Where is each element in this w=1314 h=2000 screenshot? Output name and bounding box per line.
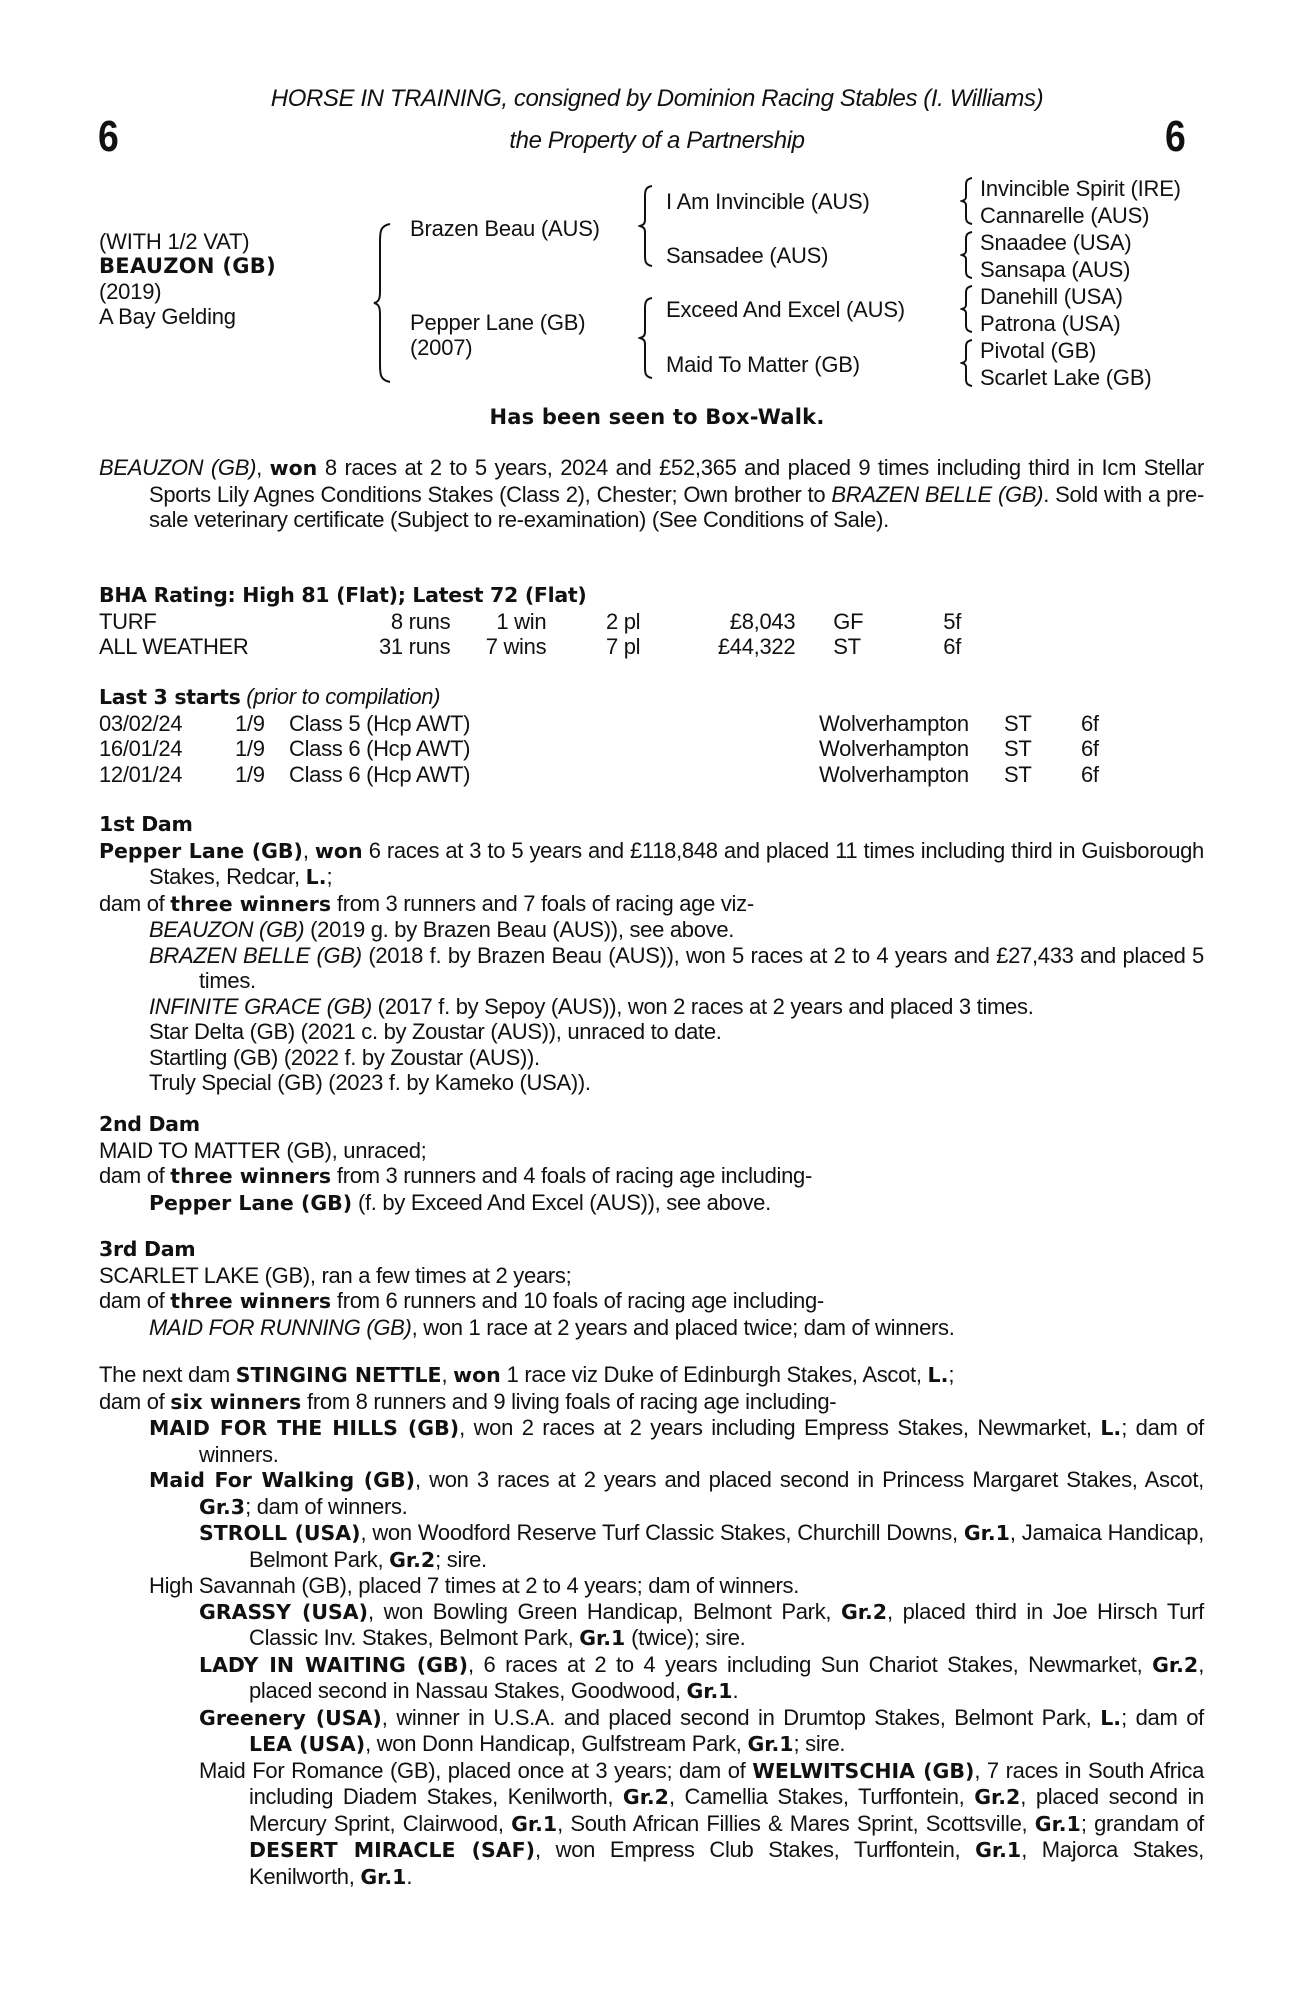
bold-text: Gr.2 [389, 1547, 436, 1572]
pedigree-brace-dam [638, 296, 654, 380]
bold-text: Greenery (USA) [199, 1705, 382, 1730]
rating-placed: 2 pl [606, 608, 641, 634]
foal-entry [99, 994, 1204, 1020]
produce-post: from 3 runners and 7 foals of racing age viz- [331, 890, 754, 916]
pedigree-brace-gen3-4 [960, 338, 974, 388]
first-dam-produce [99, 891, 1204, 918]
rating-surface: TURF [99, 608, 157, 634]
start-position: 1/9 [235, 710, 265, 736]
pedigree-brace-main [372, 222, 394, 384]
foal-entry [99, 1045, 1204, 1071]
entry-text: , won Empress Club Stakes, Turffontein, [535, 1837, 976, 1862]
foal-name: Pepper Lane (GB) [149, 1190, 353, 1215]
bold-text: LEA (USA) [249, 1732, 366, 1756]
foal-text: (2018 f. by Brazen Beau (AUS)), won 5 races at 2 to 4 years and £27,433 and placed 5 times. [199, 942, 1204, 993]
entry-text: , South African Fillies & Mares Sprint, Scottsville, [557, 1810, 1035, 1836]
foal-entry [99, 1019, 1204, 1045]
rating-section [99, 583, 1204, 660]
bold-text: DESERT MIRACLE (SAF) [249, 1838, 536, 1862]
produce-entry [99, 1415, 1204, 1467]
second-dam-foal [99, 1190, 1204, 1217]
entry-text: , winner in U.S.A. and placed second in Drumtop Stakes, Belmont Park, [381, 1704, 1101, 1730]
listed-badge: L. [927, 1363, 949, 1387]
bold-text: Gr.1 [511, 1811, 558, 1836]
entry-text: ; sire. [793, 1731, 846, 1756]
bold-text: Gr.1 [747, 1732, 794, 1756]
entry-text: , won Woodford Reserve Turf Classic Stakes, Churchill Downs, [360, 1520, 964, 1545]
produce-post: from 3 runners and 4 foals of racing age including- [331, 1163, 813, 1188]
bold-text: L. [1100, 1416, 1122, 1440]
foal-text: (2019 g. by Brazen Beau (AUS)), see above. [304, 917, 735, 942]
start-race: Class 6 (Hcp AWT) [289, 761, 471, 787]
entry-text: ; grandam of [1080, 1810, 1204, 1836]
bold-text: Gr.2 [1152, 1652, 1199, 1677]
bold-text: Gr.1 [963, 1521, 1010, 1545]
entry-text: ; dam of winners. [199, 1415, 1204, 1467]
produce-post: from 8 runners and 9 living foals of racing age including- [301, 1388, 837, 1414]
start-date: 16/01/24 [99, 736, 183, 761]
start-position: 1/9 [235, 736, 265, 761]
second-dam-title: 2nd Dam [99, 1112, 200, 1136]
start-row [99, 711, 1099, 737]
produce-winners: three winners [170, 891, 332, 916]
rating-row [99, 609, 983, 635]
next-dam-section [99, 1362, 1204, 1890]
third-dam-produce [99, 1288, 1204, 1315]
start-dist: 6f [1081, 761, 1099, 787]
rating-placed: 7 pl [606, 634, 641, 659]
rating-table [99, 609, 983, 660]
next-dam-end: ; [948, 1362, 955, 1387]
last-starts-section [99, 684, 1204, 787]
foal-name: MAID FOR RUNNING (GB) [149, 1314, 412, 1340]
separator: , [441, 1362, 454, 1387]
bold-text: STROLL (USA) [199, 1521, 361, 1545]
summary-text-1: 8 races at 2 to 5 years, 2024 and £52,365 and placed 9 times including third in Icm Stellar Sports Lily Agnes Conditions Stakes (Class 2), Chester; Own brother to [149, 455, 1205, 507]
produce-post: from 6 runners and 10 foals of racing age including- [331, 1288, 824, 1313]
entry-text: , won 3 races at 2 years and placed second in Princess Margaret Stakes, Ascot, [415, 1467, 1204, 1492]
produce-pre: dam of [99, 1288, 171, 1313]
pedigree-gen4-item: Snaadee (USA) [980, 230, 1132, 255]
consignor-line: HORSE IN TRAINING, consigned by Dominion Racing Stables (I. Williams) [270, 85, 1044, 112]
entry-text: , won 2 races at 2 years including Empress Stakes, Newmarket, [459, 1415, 1101, 1440]
horse-description: A Bay Gelding [99, 304, 236, 329]
start-position: 1/9 [235, 761, 265, 787]
produce-winners: three winners [170, 1289, 332, 1313]
pedigree-brace-gen3-1 [960, 176, 974, 226]
rating-going: GF [833, 608, 864, 634]
vat-note: (WITH 1/2 VAT) [99, 229, 250, 254]
foal-name: Star Delta (GB) [149, 1019, 295, 1044]
entry-text: , 7 races in South Africa including Diadem Stakes, Kenilworth, [249, 1757, 1205, 1809]
produce-pre: dam of [99, 1163, 171, 1188]
pedigree-brace-gen3-3 [960, 284, 974, 334]
pedigree-brace-sire [638, 184, 654, 268]
produce-entry [99, 1758, 1204, 1891]
start-date: 12/01/24 [99, 761, 183, 787]
entry-text: , 6 races at 2 to 4 years including Sun Chariot Stakes, Newmarket, [468, 1651, 1153, 1677]
start-dist: 6f [1081, 736, 1099, 761]
third-dam-title: 3rd Dam [99, 1237, 196, 1261]
start-course: Wolverhampton [819, 736, 969, 761]
pedigree-dam-year: (2007) [410, 335, 473, 360]
produce-entry [99, 1652, 1204, 1705]
first-dam-title: 1st Dam [99, 812, 193, 836]
entry-text: , won Bowling Green Handicap, Belmont Park, [368, 1598, 841, 1624]
pedigree-dam [410, 310, 585, 360]
entry-text: ; dam of [1121, 1704, 1204, 1730]
summary-sibling: BRAZEN BELLE (GB) [831, 481, 1044, 507]
rating-dist: 6f [943, 634, 962, 659]
last-starts-table [99, 711, 1099, 788]
box-walk-note: Has been seen to Box-Walk. [489, 405, 825, 429]
entry-text: ; sire. [435, 1546, 487, 1572]
start-course: Wolverhampton [819, 761, 969, 787]
rating-prize: £8,043 [729, 608, 796, 634]
produce-entry [99, 1467, 1204, 1520]
third-dam-section [99, 1237, 1204, 1340]
foal-entry [99, 917, 1204, 943]
foal-text: , won 1 race at 2 years and placed twice; dam of winners. [411, 1314, 955, 1340]
pedigree-sire-sire: I Am Invincible (AUS) [666, 189, 870, 214]
bold-text: Gr.1 [1034, 1811, 1081, 1836]
horse-summary: BEAUZON (GB), won 8 races at 2 to 5 years, 2024 and £52,365 and placed 9 times including third in Icm Stellar Sports Lily Agnes Conditions Stakes (Class 2), Chester; Own brother to BRAZEN BELLE (GB). Sold with a pre-sale veterinary certificate (Subject to re-examination) (See Conditions of Sale). [99, 455, 1205, 532]
third-dam-foal [99, 1315, 1204, 1341]
rating-runs: 31 runs [379, 634, 451, 659]
start-course: Wolverhampton [819, 710, 969, 736]
rating-wins: 1 win [496, 608, 547, 634]
lot-number-right: 6 [1165, 112, 1186, 161]
pedigree-sire: Brazen Beau (AUS) [410, 216, 600, 241]
bold-text: WELWITSCHIA (GB) [752, 1758, 975, 1783]
entry-text: , Jamaica Handicap, Belmont Park, [249, 1520, 1204, 1572]
start-row [99, 762, 1099, 788]
produce-pre: dam of [99, 1388, 171, 1414]
listed-badge: L. [305, 865, 327, 889]
next-dam-won: won [453, 1363, 501, 1387]
produce-winners: six winners [170, 1389, 302, 1414]
entry-text: , Majorca Stakes, Kenilworth, [249, 1837, 1204, 1889]
pedigree-gen4-item: Patrona (USA) [980, 311, 1121, 336]
entry-text: Maid For Romance (GB), placed once at 3 years; dam of [199, 1757, 753, 1783]
produce-entry [99, 1599, 1204, 1652]
bold-text: LADY IN WAITING (GB) [199, 1652, 468, 1677]
third-dam-record: SCARLET LAKE (GB), ran a few times at 2 years; [99, 1262, 572, 1288]
bold-text: L. [1100, 1705, 1122, 1730]
entry-text: High Savannah (GB), placed 7 times at 2 to 4 years; dam of winners. [149, 1573, 800, 1598]
entry-text: , Camellia Stakes, Turffontein, [668, 1784, 975, 1809]
bold-text: Gr.3 [199, 1494, 246, 1519]
start-date: 03/02/24 [99, 710, 183, 736]
foal-name: BEAUZON (GB) [149, 917, 305, 942]
summary-won: won [269, 456, 318, 480]
foal-text: (2022 f. by Zoustar (AUS)). [278, 1044, 540, 1070]
rating-wins: 7 wins [485, 634, 547, 659]
summary-horse-name: BEAUZON (GB) [99, 455, 257, 480]
first-dam-won: won [314, 838, 363, 863]
pedigree-dam-sire: Exceed And Excel (AUS) [666, 297, 905, 322]
foal-text: (2023 f. by Kameko (USA)). [322, 1070, 591, 1095]
property-line: the Property of a Partnership [509, 127, 805, 154]
pedigree-gen4 [980, 175, 1181, 391]
bold-text: Maid For Walking (GB) [149, 1468, 415, 1492]
start-race: Class 6 (Hcp AWT) [289, 736, 471, 761]
first-dam-record: Pepper Lane (GB), won 6 races at 3 to 5 years and £118,848 and placed 11 times including third in Guisborough Stakes, Redcar, L.; [99, 837, 1204, 889]
start-going: ST [1004, 710, 1032, 736]
rating-title: BHA Rating: High 81 (Flat); Latest 72 (Flat) [99, 583, 587, 607]
produce-entry [99, 1573, 1204, 1599]
rating-surface: ALL WEATHER [99, 634, 249, 659]
pedigree-sire-dam: Sansadee (AUS) [666, 243, 829, 268]
summary-text-2: . Sold with a pre-sale veterinary certificate (Subject to re-examination) (See Conditions of Sale). [149, 481, 1204, 532]
lot-number-left: 6 [98, 112, 119, 161]
foal-entry [99, 943, 1204, 994]
first-dam-name: Pepper Lane (GB) [99, 838, 303, 863]
second-dam-produce [99, 1163, 1204, 1190]
entry-text: . [732, 1678, 739, 1703]
pedigree-gen4-item: Cannarelle (AUS) [980, 203, 1150, 228]
second-dam-record: MAID TO MATTER (GB), unraced; [99, 1137, 427, 1163]
pedigree-gen4-item: Invincible Spirit (IRE) [980, 176, 1181, 201]
second-dam-section [99, 1112, 1204, 1216]
entry-text: (twice); sire. [625, 1625, 746, 1650]
pedigree-gen4-item: Danehill (USA) [980, 284, 1123, 309]
pedigree-dam-dam: Maid To Matter (GB) [666, 352, 860, 377]
next-dam-name: STINGING NETTLE [235, 1363, 442, 1387]
start-going: ST [1004, 736, 1032, 761]
produce-entry [99, 1705, 1204, 1758]
bold-text: GRASSY (USA) [199, 1599, 369, 1624]
entry-text: , placed second in Mercury Sprint, Clairwood, [249, 1784, 1204, 1836]
rating-dist: 5f [943, 608, 962, 634]
bold-text: Gr.1 [579, 1626, 626, 1650]
bold-text: Gr.2 [974, 1785, 1021, 1809]
pedigree-gen4-item: Pivotal (GB) [980, 338, 1097, 363]
last-starts-subtitle: (prior to compilation) [246, 684, 441, 709]
next-dam-text: 1 race viz Duke of Edinburgh Stakes, Ascot, [500, 1362, 928, 1387]
start-dist: 6f [1081, 710, 1099, 736]
rating-prize: £44,322 [717, 634, 796, 659]
first-dam-text: 6 races at 3 to 5 years and £118,848 and placed 11 times including third in Guisborough Stakes, Redcar, [149, 837, 1204, 889]
bold-text: Gr.1 [975, 1838, 1022, 1862]
bold-text: Gr.2 [840, 1599, 888, 1624]
foal-name: BRAZEN BELLE (GB) [149, 942, 362, 968]
pedigree-gen4-item: Sansapa (AUS) [980, 257, 1131, 282]
first-dam-text-end: ; [326, 864, 333, 889]
entry-text: ; dam of winners. [245, 1493, 408, 1519]
next-dam-record [99, 1362, 1204, 1389]
bold-text: Gr.1 [360, 1864, 407, 1889]
pedigree-brace-gen3-2 [960, 230, 974, 280]
bold-text: Gr.2 [622, 1785, 669, 1809]
first-dam-foals [99, 917, 1204, 1096]
pedigree-gen4-item: Scarlet Lake (GB) [980, 365, 1152, 390]
foal-text: (f. by Exceed And Excel (AUS)), see above. [352, 1189, 771, 1215]
next-dam-entries [99, 1415, 1204, 1890]
entry-text: , won Donn Handicap, Gulfstream Park, [365, 1731, 748, 1756]
foal-name: Startling (GB) [149, 1044, 279, 1070]
rating-going: ST [833, 634, 861, 659]
foal-text: (2021 c. by Zoustar (AUS)), unraced to date. [294, 1019, 722, 1044]
foal-name: INFINITE GRACE (GB) [149, 993, 372, 1019]
entry-text: . [406, 1863, 413, 1889]
start-going: ST [1004, 761, 1032, 787]
start-race: Class 5 (Hcp AWT) [289, 710, 471, 736]
produce-entry [99, 1520, 1204, 1573]
pedigree-dam-name: Pepper Lane (GB) [410, 310, 586, 335]
start-row [99, 736, 1099, 762]
bold-text: MAID FOR THE HILLS (GB) [149, 1416, 460, 1440]
horse-year: (2019) [99, 279, 162, 304]
horse-identity [99, 229, 276, 329]
produce-pre: dam of [99, 890, 171, 916]
rating-runs: 8 runs [390, 608, 451, 634]
horse-name: BEAUZON (GB) [99, 254, 277, 278]
entry-text: , placed second in Nassau Stakes, Goodwood, [249, 1651, 1204, 1703]
rating-row [99, 634, 983, 660]
next-dam-pre: The next dam [99, 1362, 236, 1387]
last-starts-title: Last 3 starts [99, 685, 241, 709]
foal-name: Truly Special (GB) [149, 1070, 323, 1095]
bold-text: Gr.1 [686, 1679, 733, 1703]
foal-entry [99, 1070, 1204, 1096]
produce-winners: three winners [170, 1164, 332, 1188]
foal-text: (2017 f. by Sepoy (AUS)), won 2 races at 2 years and placed 3 times. [371, 993, 1034, 1019]
entry-text: , placed third in Joe Hirsch Turf Classic Inv. Stakes, Belmont Park, [249, 1598, 1204, 1650]
first-dam-section [99, 812, 1204, 1096]
next-dam-produce [99, 1389, 1204, 1416]
